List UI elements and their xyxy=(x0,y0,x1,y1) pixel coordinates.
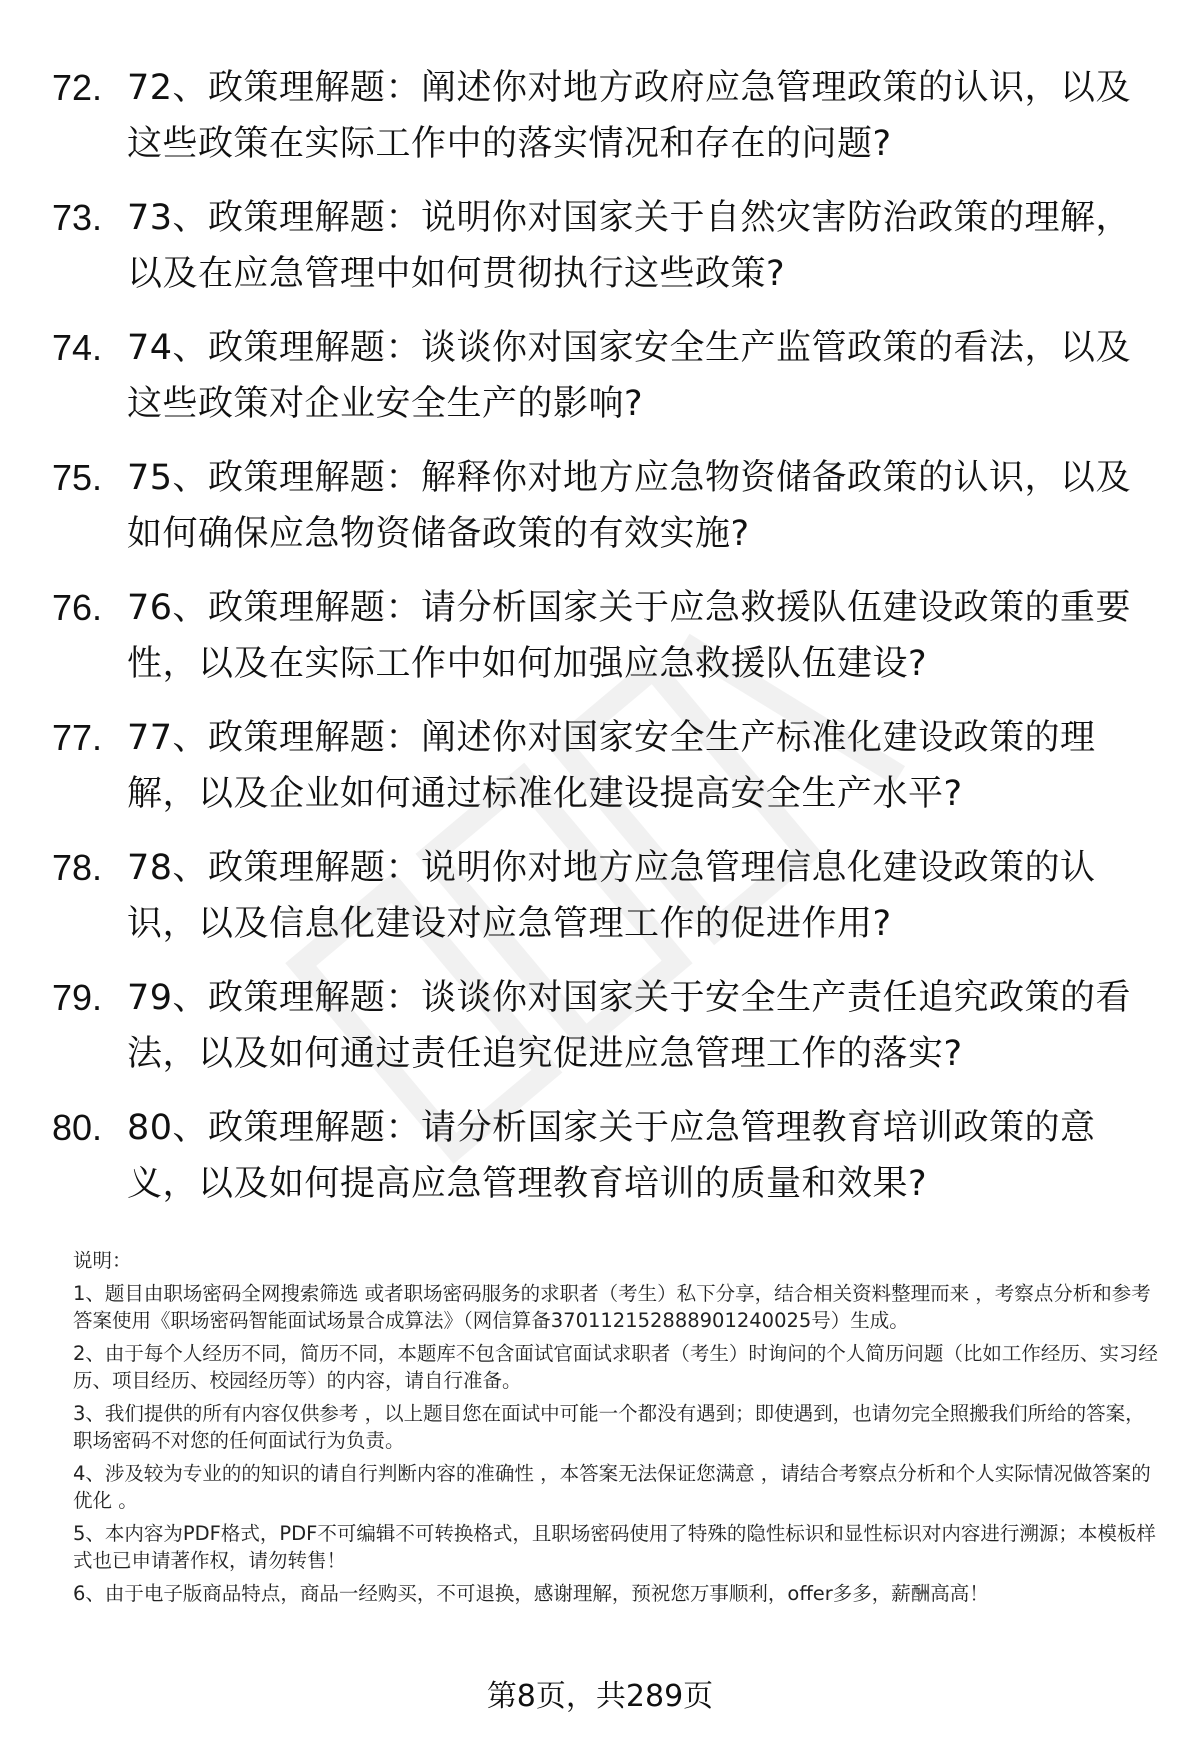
question-item xyxy=(0,840,1200,970)
question-text: 75、政策理解题：解释你对地方应急物资储备政策的认识，以及如何确保应急物资储备政策的有效实施? xyxy=(127,458,1132,554)
question-item xyxy=(0,970,1200,1100)
question-text: 72、政策理解题：阐述你对地方政府应急管理政策的认识，以及这些政策在实际工作中的落实情况和存在的问题? xyxy=(127,68,1132,164)
question-item xyxy=(0,580,1200,710)
note-item: 2、由于每个人经历不同，简历不同，本题库不包含面试官面试求职者（考生）时询问的个人简历问题（比如工作经历、实习经历、项目经历、校园经历等）的内容，请自行准备。 xyxy=(73,1342,1158,1392)
question-item xyxy=(0,1100,1200,1230)
question-number: 80. xyxy=(52,1107,103,1148)
question-item xyxy=(0,190,1200,320)
question-number: 72. xyxy=(52,67,103,108)
notes-section xyxy=(73,1247,1163,1607)
note-item: 6、由于电子版商品特点，商品一经购买，不可退换，感谢理解，预祝您万事顺利，offer多多，薪酬高高！ xyxy=(73,1582,989,1605)
question-item xyxy=(0,710,1200,840)
page-footer: 第8页，共289页 xyxy=(486,1679,714,1714)
question-number: 75. xyxy=(52,457,103,498)
question-list xyxy=(0,60,1200,1230)
notes-title: 说明： xyxy=(73,1249,132,1272)
question-number: 76. xyxy=(52,587,103,628)
note-item: 4、涉及较为专业的的知识的请自行判断内容的准确性 ，本答案无法保证您满意 ，请结合考察点分析和个人实际情况做答案的优化 。 xyxy=(73,1462,1151,1512)
question-number: 79. xyxy=(52,977,103,1018)
question-item xyxy=(0,320,1200,450)
question-item xyxy=(0,60,1200,190)
question-number: 74. xyxy=(52,327,103,368)
question-text: 77、政策理解题：阐述你对国家安全生产标准化建设政策的理解，以及企业如何通过标准化建设提高安全生产水平? xyxy=(127,718,1096,814)
question-text: 74、政策理解题：谈谈你对国家安全生产监管政策的看法，以及这些政策对企业安全生产的影响? xyxy=(127,328,1132,424)
question-text: 79、政策理解题：谈谈你对国家关于安全生产责任追究政策的看法，以及如何通过责任追究促进应急管理工作的落实? xyxy=(127,978,1132,1074)
question-text: 76、政策理解题：请分析国家关于应急救援队伍建设政策的重要性，以及在实际工作中如何加强应急救援队伍建设? xyxy=(127,588,1132,684)
question-text: 80、政策理解题：请分析国家关于应急管理教育培训政策的意义，以及如何提高应急管理教育培训的质量和效果? xyxy=(127,1108,1096,1204)
question-text: 73、政策理解题：说明你对国家关于自然灾害防治政策的理解，以及在应急管理中如何贯彻执行这些政策? xyxy=(127,198,1132,294)
question-number: 73. xyxy=(52,197,103,238)
question-number: 78. xyxy=(52,847,103,888)
question-item xyxy=(0,450,1200,580)
question-number: 77. xyxy=(52,717,103,758)
note-item: 3、我们提供的所有内容仅供参考 ，以上题目您在面试中可能一个都没有遇到；即使遇到，也请勿完全照搬我们所给的答案，职场密码不对您的任何面试行为负责。 xyxy=(73,1402,1145,1452)
note-item: 1、题目由职场密码全网搜索筛选 或者职场密码服务的求职者（考生）私下分享，结合相关资料整理而来 ，考察点分析和参考答案使用《职场密码智能面试场景合成算法》（网信算备370112152888901240025号）生成。 xyxy=(73,1282,1151,1332)
question-text: 78、政策理解题：说明你对地方应急管理信息化建设政策的认识，以及信息化建设对应急管理工作的促进作用? xyxy=(127,848,1096,944)
note-item: 5、本内容为PDF格式，PDF不可编辑不可转换格式，且职场密码使用了特殊的隐性标识和显性标识对内容进行溯源；本模板样式也已申请著作权，请勿转售！ xyxy=(73,1522,1156,1572)
